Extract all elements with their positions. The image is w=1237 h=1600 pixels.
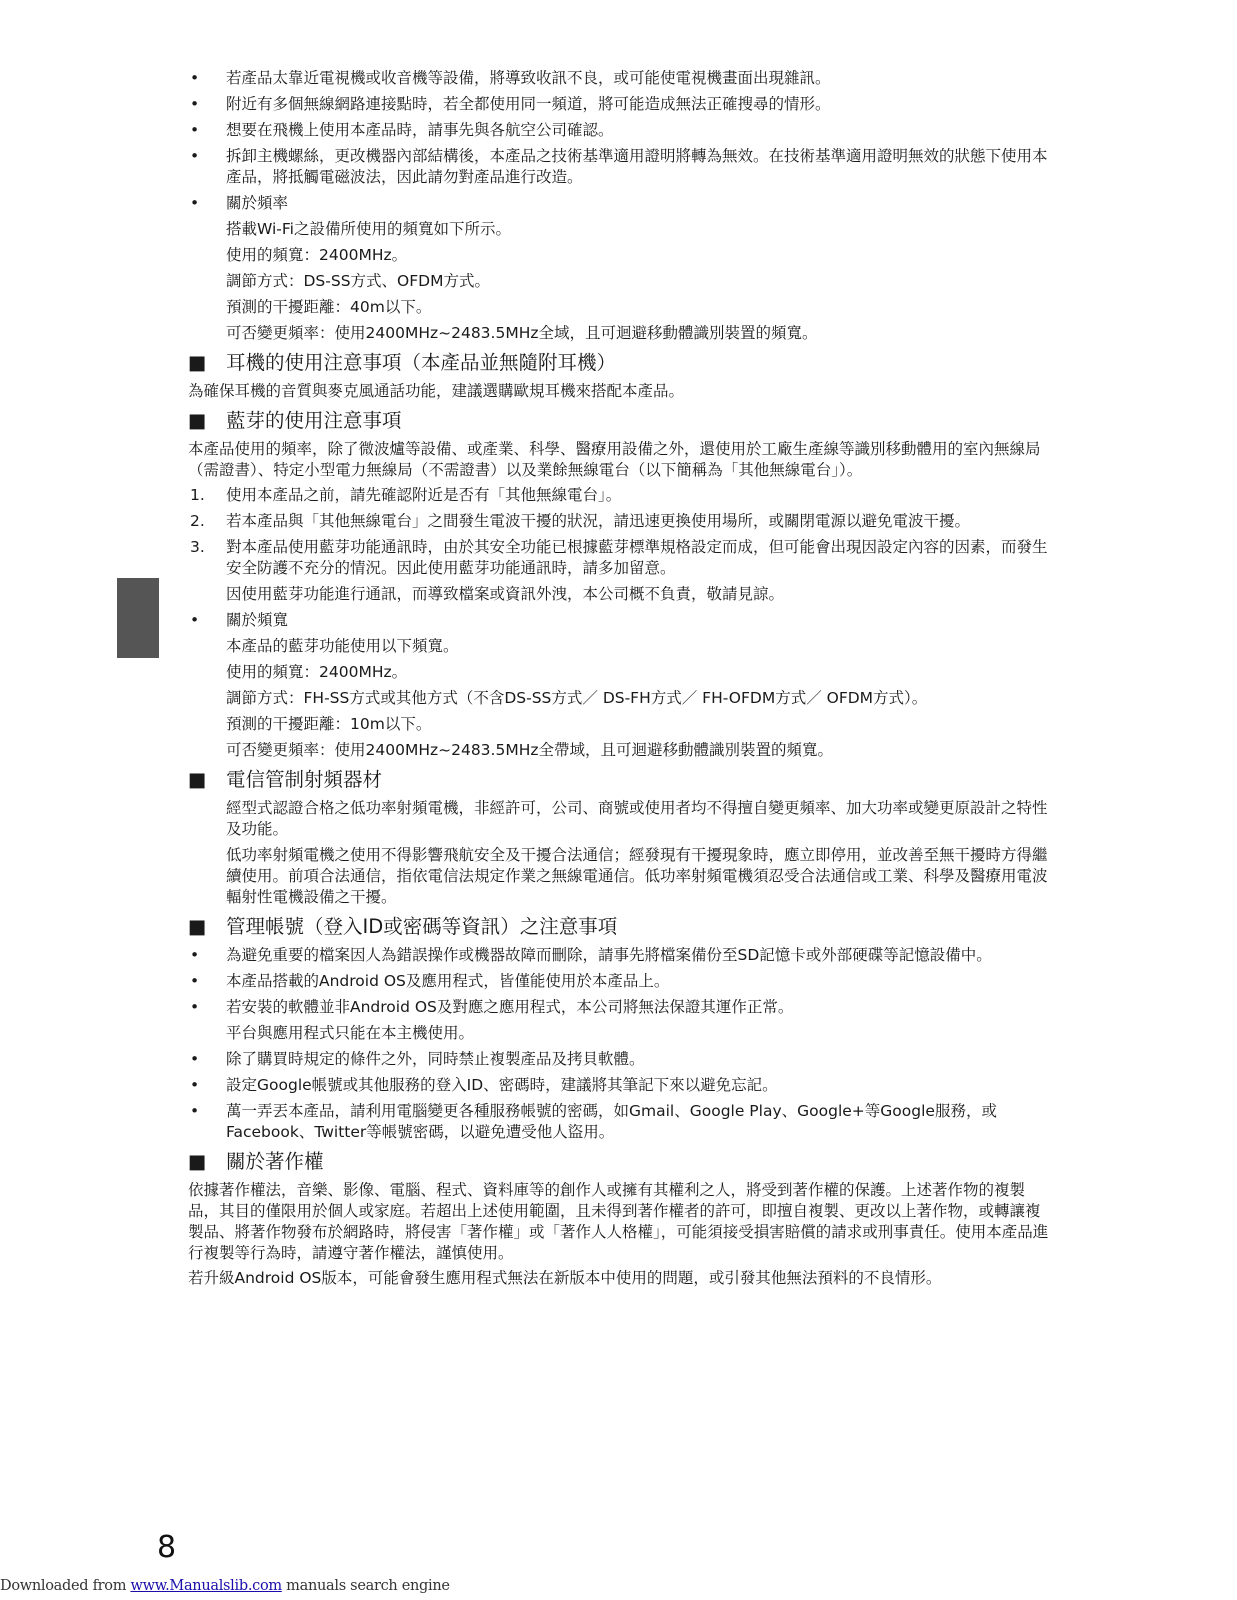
bullet-text: 想要在飛機上使用本產品時，請事先與各航空公司確認。 (226, 121, 614, 139)
footer-prefix: Downloaded from (0, 1578, 131, 1594)
bullet-symbol: • (190, 946, 200, 964)
wifi-freq-line: 預測的干擾距離：40m以下。 (226, 298, 432, 316)
numbered-item (188, 511, 1050, 532)
bullet-text: 除了購買時規定的條件之外，同時禁止複製產品及拷貝軟體。 (226, 1050, 645, 1068)
bullet-text: 若產品太靠近電視機或收音機等設備，將導致收訊不良，或可能使電視機畫面出現雜訊。 (226, 69, 831, 87)
bullet-item (188, 94, 1050, 115)
bullet-symbol: • (190, 998, 200, 1016)
bullet-item (188, 1101, 1050, 1143)
item-text: 若本產品與「其他無線電台」之間發生電波干擾的狀況，請迅速更換使用場所，或關閉電源以避免電波干擾。 (226, 512, 971, 530)
item-text: 使用本產品之前，請先確認附近是否有「其他無線電台」。 (226, 486, 622, 504)
bt-freq-line: 可否變更頻率：使用2400MHz~2483.5MHz全帶域，且可迴避移動體識別裝置的頻寬。 (226, 741, 833, 759)
bt-freq-line: 調節方式：FH-SS方式或其他方式（不含DS-SS方式／ DS-FH方式／ FH-OFDM方式／ OFDM方式）。 (226, 689, 928, 707)
bullet-symbol: • (190, 147, 200, 165)
bullet-text: 附近有多個無線網路連接點時，若全都使用同一頻道，將可能造成無法正確搜尋的情形。 (226, 95, 831, 113)
item-number: 2. (190, 512, 205, 530)
bullet-symbol: • (190, 1102, 200, 1120)
bullet-text: 關於頻率 (226, 194, 289, 212)
heading-text: 耳機的使用注意事項（本產品並無隨附耳機） (226, 351, 617, 374)
section-heading-bluetooth (188, 408, 1050, 434)
bt-freq-line: 本產品的藍芽功能使用以下頻寬。 (226, 637, 459, 655)
bullet-text: 為避免重要的檔案因人為錯誤操作或機器故障而刪除，請事先將檔案備份至SD記憶卡或外部硬碟等記憶設備中。 (226, 946, 992, 964)
square-bullet-icon: ■ (188, 768, 207, 791)
wifi-freq-line: 使用的頻寬：2400MHz。 (226, 246, 408, 264)
bullet-text: 關於頻寬 (226, 611, 289, 629)
square-bullet-icon: ■ (188, 915, 207, 938)
bullet-symbol: • (190, 611, 200, 629)
copyright-paragraph: 若升級Android OS版本，可能會發生應用程式無法在新版本中使用的問題，或引發其他無法預料的不良情形。 (188, 1269, 942, 1287)
copyright-paragraph: 依據著作權法，音樂、影像、電腦、程式、資料庫等的創作人或擁有其權利之人，將受到著作權的保護。上述著作物的複製品，其目的僅限用於個人或家庭。若超出上述使用範圍，且未得到著作權者的許可，即擅自複製、更改以上著作物，或轉讓複製品、將著作物發布於網路時，將侵害「著作權」或「著作人人格權」，可能須接受損害賠償的請求或刑事責任。使用本產品進行複製等行為時，請遵守著作權法，謹慎使用。 (188, 1181, 1049, 1262)
bullet-symbol: • (190, 1076, 200, 1094)
bullet-text: 拆卸主機螺絲，更改機器內部結構後，本產品之技術基準適用證明將轉為無效。在技術基準適用證明無效的狀態下使用本產品，將抵觸電磁波法，因此請勿對產品進行改造。 (226, 147, 1048, 186)
bullet-item (188, 120, 1050, 141)
bullet-symbol: • (190, 972, 200, 990)
bluetooth-disclaimer: 因使用藍芽功能進行通訊，而導致檔案或資訊外洩，本公司概不負責，敬請見諒。 (226, 585, 785, 603)
bullet-item (188, 68, 1050, 89)
square-bullet-icon: ■ (188, 1150, 207, 1173)
bluetooth-intro: 本產品使用的頻率，除了微波爐等設備、或產業、科學、醫療用設備之外，還使用於工廠生產線等識別移動體用的室內無線局（需證書）、特定小型電力無線局（不需證書）以及業餘無線電台（以下簡稱為「其他無線電台」）。 (188, 440, 1041, 479)
page-number: 8 (157, 1530, 177, 1565)
bullet-item (188, 971, 1050, 992)
bullet-item (188, 1049, 1050, 1070)
bullet-item (188, 1075, 1050, 1096)
heading-text: 藍芽的使用注意事項 (226, 409, 402, 432)
section-heading-copyright (188, 1149, 1050, 1175)
bullet-item (188, 146, 1050, 188)
heading-text: 管理帳號（登入ID或密碼等資訊）之注意事項 (226, 915, 618, 938)
bullet-text: 本產品搭載的Android OS及應用程式，皆僅能使用於本產品上。 (226, 972, 670, 990)
account-sub-line: 平台與應用程式只能在本主機使用。 (226, 1024, 475, 1042)
bullet-symbol: • (190, 69, 200, 87)
bullet-item (188, 997, 1050, 1018)
bullet-item (188, 193, 1050, 214)
telecom-paragraph: 低功率射頻電機之使用不得影響飛航安全及干擾合法通信；經發現有干擾現象時，應立即停用，並改善至無干擾時方得繼續使用。前項合法通信，指依電信法規定作業之無線電通信。低功率射頻電機須忍受合法通信或工業、科學及醫療用電波輻射性電機設備之干擾。 (226, 846, 1048, 906)
heading-text: 關於著作權 (226, 1150, 324, 1173)
numbered-item (188, 537, 1050, 579)
section-heading-headphone (188, 350, 1050, 376)
wifi-freq-line: 可否變更頻率：使用2400MHz~2483.5MHz全域，且可迴避移動體識別裝置的頻寬。 (226, 324, 818, 342)
page-content (188, 68, 1050, 1293)
item-text: 對本產品使用藍芽功能通訊時，由於其安全功能已根據藍芽標準規格設定而成，但可能會出現因設定內容的因素，而發生安全防護不充分的情況。因此使用藍芽功能通訊時，請多加留意。 (226, 538, 1048, 577)
download-footer (0, 1578, 450, 1594)
bullet-symbol: • (190, 95, 200, 113)
numbered-item (188, 485, 1050, 506)
wifi-freq-line: 搭載Wi-Fi之設備所使用的頻寬如下所示。 (226, 220, 511, 238)
manualslib-link[interactable]: www.Manualslib.com (130, 1578, 282, 1594)
bullet-item (188, 945, 1050, 966)
bullet-symbol: • (190, 194, 200, 212)
heading-text: 電信管制射頻器材 (226, 768, 383, 791)
bt-freq-line: 使用的頻寬：2400MHz。 (226, 663, 408, 681)
headphone-text: 為確保耳機的音質與麥克風通話功能，建議選購歐規耳機來搭配本產品。 (188, 382, 685, 400)
bullet-item (188, 610, 1050, 631)
section-heading-account (188, 914, 1050, 940)
section-heading-telecom (188, 767, 1050, 793)
square-bullet-icon: ■ (188, 409, 207, 432)
bt-freq-line: 預測的干擾距離：10m以下。 (226, 715, 432, 733)
bullet-text: 萬一弄丟本產品，請利用電腦變更各種服務帳號的密碼，如Gmail、Google Play、Google+等Google服務，或Facebook、Twitter等帳號密碼，以避免遭受他人盜用。 (226, 1102, 997, 1141)
chapter-tab-marker (117, 578, 159, 658)
bullet-symbol: • (190, 121, 200, 139)
footer-suffix: manuals search engine (281, 1578, 450, 1594)
square-bullet-icon: ■ (188, 351, 207, 374)
bullet-symbol: • (190, 1050, 200, 1068)
bullet-text: 設定Google帳號或其他服務的登入ID、密碼時，建議將其筆記下來以避免忘記。 (226, 1076, 778, 1094)
telecom-paragraph: 經型式認證合格之低功率射頻電機，非經許可，公司、商號或使用者均不得擅自變更頻率、加大功率或變更原設計之特性及功能。 (226, 799, 1048, 838)
bullet-text: 若安裝的軟體並非Android OS及對應之應用程式，本公司將無法保證其運作正常。 (226, 998, 794, 1016)
wifi-freq-line: 調節方式：DS-SS方式、OFDM方式。 (226, 272, 490, 290)
item-number: 3. (190, 538, 205, 556)
item-number: 1. (190, 486, 205, 504)
